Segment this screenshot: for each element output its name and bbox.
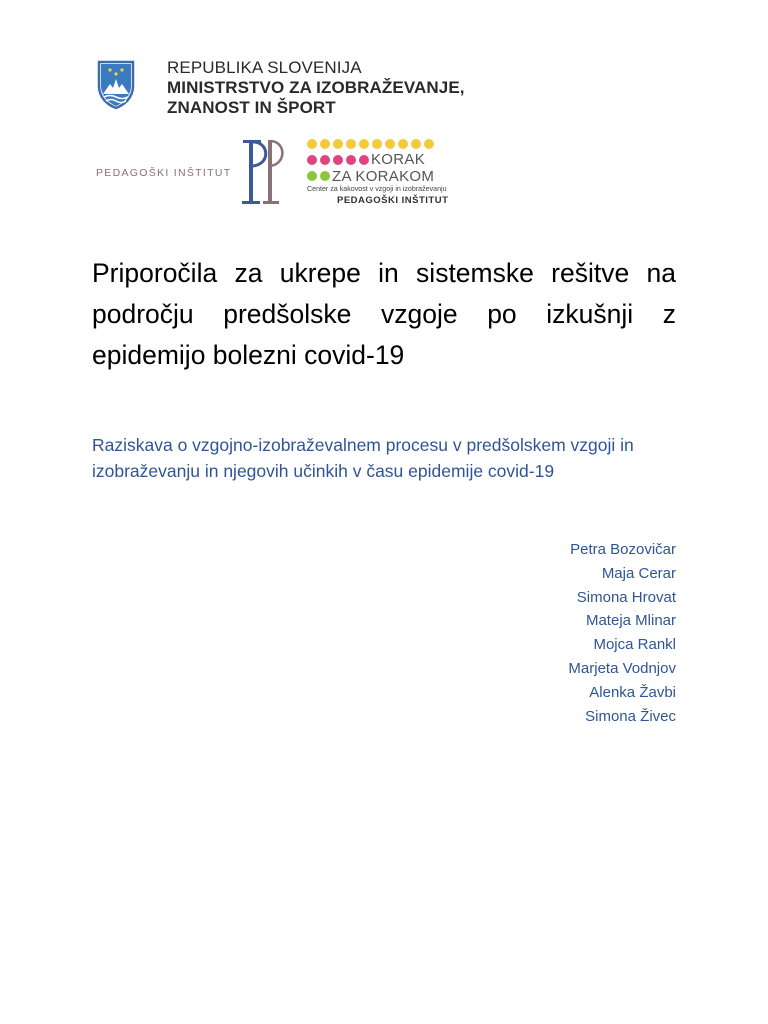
yellow-dots-icon — [307, 139, 437, 149]
korak-organization: PEDAGOŠKI INŠTITUT — [337, 195, 449, 206]
korak-za-korakom-logo — [307, 139, 447, 209]
ministry-country: REPUBLIKA SLOVENIJA — [167, 58, 362, 77]
korak-tagline: Center za kakovost v vzgoji in izobraževanju — [307, 185, 447, 193]
author-name: Simona Živec — [585, 707, 676, 725]
author-name: Petra Bozovičar — [570, 541, 676, 558]
author-name: Alenka Žavbi — [589, 683, 676, 701]
korak-title-line2: ZA KORAKOM — [332, 168, 435, 185]
author-name: Marjeta Vodnjov — [568, 659, 676, 677]
pedagoski-institut-logo — [96, 138, 289, 206]
pink-dots-icon — [307, 155, 372, 165]
author-name: Simona Hrovat — [576, 588, 676, 606]
ministry-name-line1: MINISTRSTVO ZA IZOBRAŽEVANJE, — [167, 78, 465, 97]
ministry-logo — [96, 58, 465, 118]
slovenia-coat-of-arms-icon — [96, 60, 136, 110]
document-title: Priporočila za ukrepe in sistemske rešitve na področju predšolske vzgoje po izkušnji z epidemijo bolezni covid-19 — [92, 258, 676, 370]
author-name: Maja Cerar — [601, 564, 676, 582]
author-name: Mateja Mlinar — [585, 612, 676, 630]
korak-title-line1: KORAK — [371, 151, 426, 168]
ministry-name-line2: ZNANOST IN ŠPORT — [167, 98, 336, 117]
document-subtitle: Raziskava o vzgojno-izobraževalnem procesu v predšolskem vzgoji in izobraževanju in njegovih učinkih v času epidemije covid-19 — [92, 435, 634, 481]
green-dots-icon — [307, 171, 333, 181]
pi-monogram-icon — [239, 138, 289, 206]
author-list — [568, 538, 676, 728]
pedagoski-institut-name: PEDAGOŠKI INŠTITUT — [96, 167, 232, 179]
author-name: Mojca Rankl — [593, 636, 676, 654]
